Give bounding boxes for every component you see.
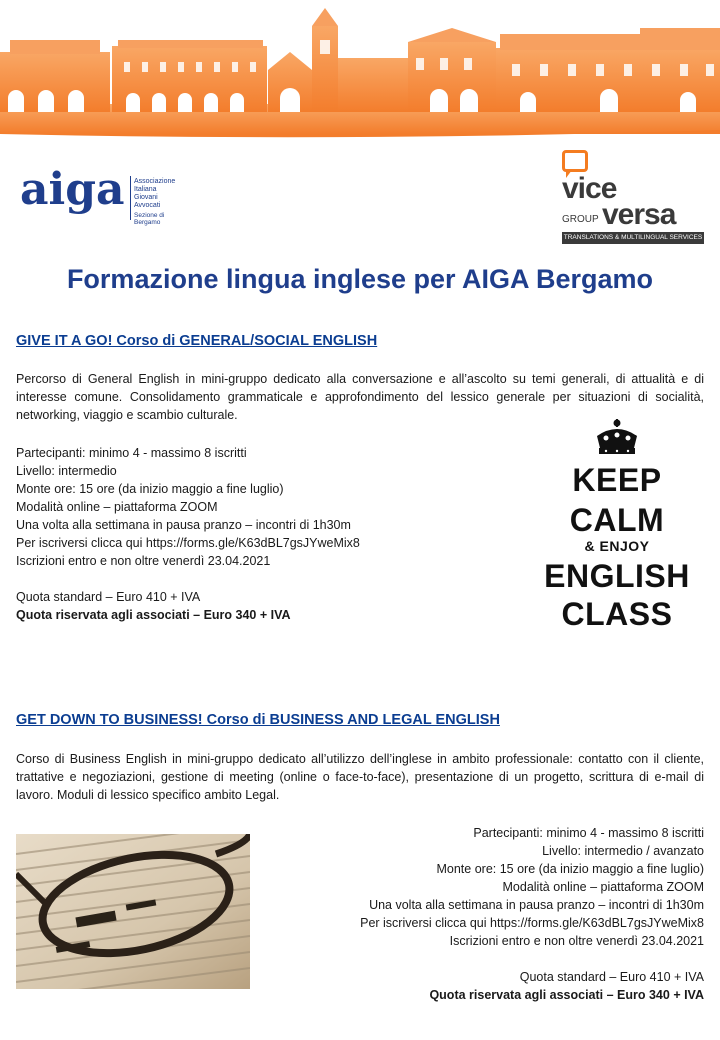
price-members: Quota riservata agli associati – Euro 340 + IVA bbox=[16, 608, 291, 622]
section1-description: Percorso di General English in mini-gruppo dedicato alla conversazione e all’ascolto su temi generali, di attualità e di interesse comune. Consolidamento grammaticale e approfondimento del lessico generale per situazioni di socialità, networking, viaggio e scambio culturale. bbox=[16, 372, 704, 422]
detail-hours: Monte ore: 15 ore (da inizio maggio a fine luglio) bbox=[16, 482, 284, 496]
viceversa-logo-group: GROUP bbox=[562, 214, 599, 225]
detail-signup-link[interactable]: Per iscriversi clicca qui https://forms.gle/K63dBL7gsJYweMix8 bbox=[16, 536, 360, 550]
viceversa-logo-tagline: TRANSLATIONS & MULTILINGUAL SERVICES bbox=[562, 232, 704, 244]
aiga-logo-word: aiga bbox=[20, 164, 125, 215]
detail-schedule: Una volta alla settimana in pausa pranzo – incontri di 1h30m bbox=[369, 898, 704, 912]
section1-heading: GIVE IT A GO! Corso di GENERAL/SOCIAL ENGLISH bbox=[16, 333, 378, 349]
section2-heading: GET DOWN TO BUSINESS! Corso di BUSINESS AND LEGAL ENGLISH bbox=[16, 712, 500, 728]
detail-level: Livello: intermedio bbox=[16, 464, 117, 478]
detail-participants: Partecipanti: minimo 4 - massimo 8 iscritti bbox=[16, 446, 247, 460]
poster-line-english: ENGLISH bbox=[544, 558, 690, 594]
detail-deadline: Iscrizioni entro e non oltre venerdì 23.04.2021 bbox=[449, 934, 704, 948]
price-standard: Quota standard – Euro 410 + IVA bbox=[519, 970, 704, 984]
aiga-subtitle-line: Avvocati bbox=[134, 202, 161, 209]
price-members: Quota riservata agli associati – Euro 340 + IVA bbox=[429, 988, 704, 1002]
page-title: Formazione lingua inglese per AIGA Bergamo bbox=[66, 264, 654, 294]
detail-level: Livello: intermedio / avanzato bbox=[542, 844, 704, 858]
viceversa-logo bbox=[560, 150, 705, 245]
aiga-subtitle-line: Giovani bbox=[134, 194, 158, 201]
detail-mode: Modalità online – piattaforma ZOOM bbox=[16, 500, 218, 514]
dictionary-glasses-photo bbox=[16, 834, 250, 989]
crown-icon bbox=[592, 418, 642, 458]
section2-description: Corso di Business English in mini-gruppo dedicato all’utilizzo dell’inglese in ambito professionale: contatto con il cliente, trattative e negoziazioni, gestione di meeting (online o face-to-face), presentazione di un progetto, scrittura di e-mail di lavoro. Moduli di lessico specifico ambito Legal. bbox=[16, 752, 704, 802]
poster-line-enjoy: & ENJOY bbox=[584, 538, 650, 554]
detail-hours: Monte ore: 15 ore (da inizio maggio a fine luglio) bbox=[436, 862, 704, 876]
detail-schedule: Una volta alla settimana in pausa pranzo – incontri di 1h30m bbox=[16, 518, 351, 532]
keep-calm-poster bbox=[528, 418, 706, 638]
viceversa-logo-vice: vice bbox=[562, 172, 617, 205]
detail-participants: Partecipanti: minimo 4 - massimo 8 iscritti bbox=[473, 826, 704, 840]
detail-mode: Modalità online – piattaforma ZOOM bbox=[502, 880, 704, 894]
aiga-subtitle-line: Associazione bbox=[134, 178, 176, 185]
aiga-logo bbox=[18, 164, 188, 228]
poster-line-class: CLASS bbox=[561, 596, 673, 632]
aiga-logo-subtitle bbox=[134, 178, 175, 210]
section2-details bbox=[360, 824, 704, 1004]
section1-details bbox=[16, 444, 360, 624]
city-skyline-banner bbox=[0, 0, 720, 140]
price-standard: Quota standard – Euro 410 + IVA bbox=[16, 590, 201, 604]
poster-line-keep: KEEP bbox=[572, 462, 662, 498]
speech-bubble-icon bbox=[562, 150, 588, 172]
poster-line-calm: CALM bbox=[569, 502, 665, 538]
aiga-subtitle-line: Italiana bbox=[134, 186, 157, 193]
aiga-logo-divider bbox=[130, 176, 131, 220]
detail-deadline: Iscrizioni entro e non oltre venerdì 23.04.2021 bbox=[16, 554, 271, 568]
detail-signup-link[interactable]: Per iscriversi clicca qui https://forms.gle/K63dBL7gsJYweMix8 bbox=[360, 916, 704, 930]
aiga-logo-section: Sezione di Bergamo bbox=[134, 212, 165, 226]
viceversa-logo-versa: versa bbox=[602, 198, 676, 231]
